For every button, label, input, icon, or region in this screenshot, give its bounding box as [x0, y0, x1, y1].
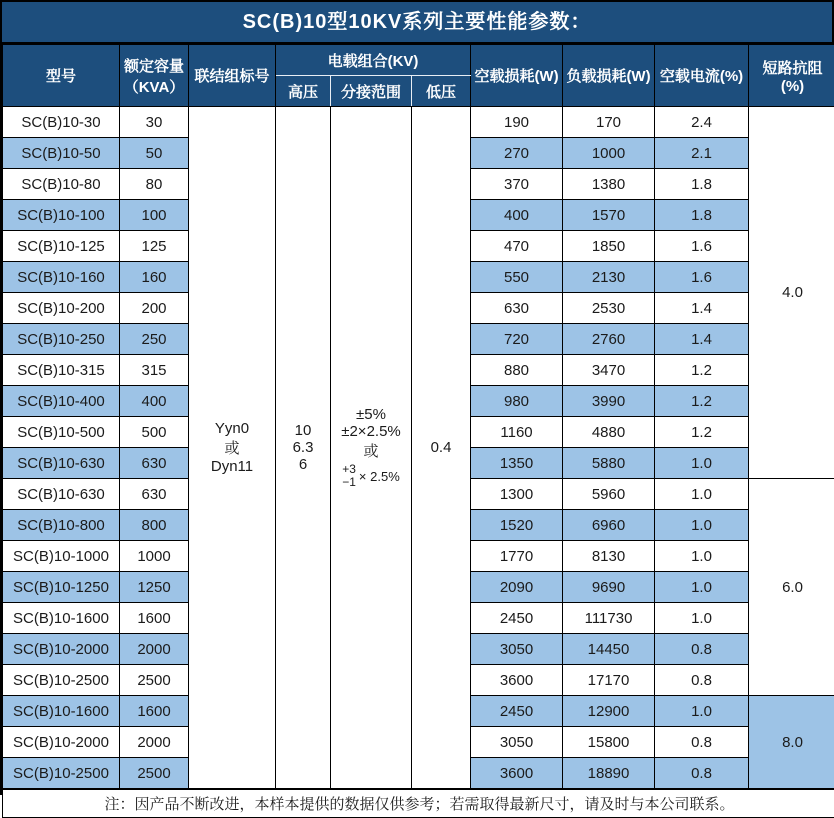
model-cell: SC(B)10-250	[3, 324, 120, 355]
spec-table	[2, 44, 834, 818]
no-load-loss-cell: 3600	[471, 758, 563, 790]
model-cell: SC(B)10-630	[3, 448, 120, 479]
capacity-cell: 630	[120, 448, 189, 479]
no-load-loss-cell: 400	[471, 200, 563, 231]
no-load-loss-cell: 2450	[471, 603, 563, 634]
no-load-loss-cell: 980	[471, 386, 563, 417]
no-load-loss-cell: 630	[471, 293, 563, 324]
hv-cell	[276, 107, 331, 790]
model-cell: SC(B)10-160	[3, 262, 120, 293]
impedance-cell: 6.0	[749, 479, 834, 696]
tap-range-stack: +3 −1 × 2.5%	[333, 463, 409, 489]
model-cell: SC(B)10-100	[3, 200, 120, 231]
table-header	[3, 45, 834, 107]
capacity-cell: 30	[120, 107, 189, 138]
capacity-cell: 2000	[120, 634, 189, 665]
no-load-current-cell: 1.0	[655, 541, 749, 572]
load-loss-cell: 1570	[563, 200, 655, 231]
no-load-current-cell: 1.2	[655, 417, 749, 448]
model-cell: SC(B)10-80	[3, 169, 120, 200]
model-cell: SC(B)10-200	[3, 293, 120, 324]
col-header-impedance: 短路抗阻(%)	[749, 45, 834, 107]
model-cell: SC(B)10-800	[3, 510, 120, 541]
capacity-cell: 2500	[120, 758, 189, 790]
model-cell: SC(B)10-30	[3, 107, 120, 138]
load-loss-cell: 170	[563, 107, 655, 138]
no-load-loss-cell: 370	[471, 169, 563, 200]
vector-group-cell	[189, 107, 276, 790]
no-load-current-cell: 1.8	[655, 169, 749, 200]
no-load-loss-cell: 2450	[471, 696, 563, 727]
col-header-tap-range: 分接范围	[331, 76, 412, 107]
col-header-no-load-loss: 空载损耗(W)	[471, 45, 563, 107]
load-loss-cell: 111730	[563, 603, 655, 634]
load-loss-cell: 12900	[563, 696, 655, 727]
no-load-loss-cell: 270	[471, 138, 563, 169]
footnote: 注：因产品不断改进，本样本提供的数据仅供参考；若需取得最新尺寸，请及时与本公司联系。	[3, 789, 834, 818]
col-header-capacity-line2: （KVA）	[122, 76, 186, 97]
capacity-cell: 1600	[120, 603, 189, 634]
no-load-current-cell: 1.6	[655, 262, 749, 293]
capacity-cell: 160	[120, 262, 189, 293]
capacity-cell: 1000	[120, 541, 189, 572]
no-load-current-cell: 1.8	[655, 200, 749, 231]
merged-cell-line: 10	[278, 422, 328, 439]
no-load-current-cell: 1.0	[655, 603, 749, 634]
load-loss-cell: 1380	[563, 169, 655, 200]
no-load-loss-cell: 3050	[471, 727, 563, 758]
col-header-load-loss: 负载损耗(W)	[563, 45, 655, 107]
no-load-loss-cell: 720	[471, 324, 563, 355]
model-cell: SC(B)10-400	[3, 386, 120, 417]
merged-cell-line: 6	[278, 456, 328, 473]
no-load-current-cell: 1.0	[655, 448, 749, 479]
model-cell: SC(B)10-2500	[3, 758, 120, 790]
no-load-current-cell: 1.0	[655, 572, 749, 603]
no-load-current-cell: 0.8	[655, 727, 749, 758]
model-cell: SC(B)10-2000	[3, 727, 120, 758]
model-cell: SC(B)10-125	[3, 231, 120, 262]
capacity-cell: 630	[120, 479, 189, 510]
load-loss-cell: 17170	[563, 665, 655, 696]
spec-table-body	[3, 107, 834, 790]
load-loss-cell: 6960	[563, 510, 655, 541]
tap-range-cell	[331, 107, 412, 790]
capacity-cell: 800	[120, 510, 189, 541]
no-load-loss-cell: 470	[471, 231, 563, 262]
model-cell: SC(B)10-315	[3, 355, 120, 386]
col-header-lv: 低压	[412, 76, 471, 107]
no-load-loss-cell: 880	[471, 355, 563, 386]
no-load-current-cell: 1.4	[655, 293, 749, 324]
merged-cell-line: 6.3	[278, 439, 328, 456]
no-load-current-cell: 2.1	[655, 138, 749, 169]
capacity-cell: 1600	[120, 696, 189, 727]
col-header-hv: 高压	[276, 76, 331, 107]
no-load-loss-cell: 190	[471, 107, 563, 138]
no-load-current-cell: 0.8	[655, 634, 749, 665]
capacity-cell: 80	[120, 169, 189, 200]
merged-cell-line: Dyn11	[191, 458, 273, 475]
no-load-loss-cell: 1300	[471, 479, 563, 510]
model-cell: SC(B)10-2500	[3, 665, 120, 696]
merged-cell-line: 或	[191, 437, 273, 458]
capacity-cell: 100	[120, 200, 189, 231]
no-load-loss-cell: 3600	[471, 665, 563, 696]
capacity-cell: 125	[120, 231, 189, 262]
no-load-current-cell: 1.6	[655, 231, 749, 262]
no-load-loss-cell: 1160	[471, 417, 563, 448]
no-load-current-cell: 1.0	[655, 510, 749, 541]
impedance-cell: 4.0	[749, 107, 834, 479]
model-cell: SC(B)10-1250	[3, 572, 120, 603]
load-loss-cell: 4880	[563, 417, 655, 448]
no-load-loss-cell: 550	[471, 262, 563, 293]
load-loss-cell: 9690	[563, 572, 655, 603]
load-loss-cell: 5960	[563, 479, 655, 510]
table-title: SC(B)10型10KV系列主要性能参数：	[2, 2, 832, 44]
no-load-current-cell: 1.2	[655, 386, 749, 417]
col-header-no-load-current: 空载电流(%)	[655, 45, 749, 107]
model-cell: SC(B)10-2000	[3, 634, 120, 665]
capacity-cell: 315	[120, 355, 189, 386]
col-header-model: 型号	[3, 45, 120, 107]
model-cell: SC(B)10-630	[3, 479, 120, 510]
no-load-current-cell: 0.8	[655, 758, 749, 790]
impedance-cell: 8.0	[749, 696, 834, 790]
no-load-loss-cell: 1520	[471, 510, 563, 541]
model-cell: SC(B)10-1600	[3, 696, 120, 727]
model-cell: SC(B)10-50	[3, 138, 120, 169]
no-load-loss-cell: 2090	[471, 572, 563, 603]
load-loss-cell: 1850	[563, 231, 655, 262]
model-cell: SC(B)10-1000	[3, 541, 120, 572]
no-load-current-cell: 1.0	[655, 696, 749, 727]
col-header-capacity-line1: 额定容量	[122, 55, 186, 76]
no-load-loss-cell: 3050	[471, 634, 563, 665]
load-loss-cell: 3990	[563, 386, 655, 417]
spec-row	[3, 107, 834, 138]
capacity-cell: 200	[120, 293, 189, 324]
load-loss-cell: 2760	[563, 324, 655, 355]
load-loss-cell: 14450	[563, 634, 655, 665]
load-loss-cell: 15800	[563, 727, 655, 758]
no-load-current-cell: 1.2	[655, 355, 749, 386]
lv-cell: 0.4	[412, 107, 471, 790]
capacity-cell: 2500	[120, 665, 189, 696]
load-loss-cell: 3470	[563, 355, 655, 386]
merged-cell-line: 或	[333, 440, 409, 461]
capacity-cell: 50	[120, 138, 189, 169]
capacity-cell: 250	[120, 324, 189, 355]
no-load-loss-cell: 1770	[471, 541, 563, 572]
no-load-loss-cell: 1350	[471, 448, 563, 479]
load-loss-cell: 8130	[563, 541, 655, 572]
merged-cell-line: Yyn0	[191, 420, 273, 437]
merged-cell-line: ±5%	[333, 406, 409, 423]
load-loss-cell: 18890	[563, 758, 655, 790]
model-cell: SC(B)10-1600	[3, 603, 120, 634]
no-load-current-cell: 2.4	[655, 107, 749, 138]
col-header-capacity	[120, 45, 189, 107]
load-loss-cell: 1000	[563, 138, 655, 169]
no-load-current-cell: 1.4	[655, 324, 749, 355]
load-loss-cell: 2130	[563, 262, 655, 293]
capacity-cell: 400	[120, 386, 189, 417]
capacity-cell: 500	[120, 417, 189, 448]
model-cell: SC(B)10-500	[3, 417, 120, 448]
col-header-vector-group: 联结组标号	[189, 45, 276, 107]
capacity-cell: 1250	[120, 572, 189, 603]
no-load-current-cell: 1.0	[655, 479, 749, 510]
load-loss-cell: 2530	[563, 293, 655, 324]
table-footer	[3, 789, 834, 818]
no-load-current-cell: 0.8	[655, 665, 749, 696]
merged-cell-line: ±2×2.5%	[333, 423, 409, 440]
capacity-cell: 2000	[120, 727, 189, 758]
col-header-voltage-combo: 电载组合(KV)	[276, 45, 471, 76]
load-loss-cell: 5880	[563, 448, 655, 479]
